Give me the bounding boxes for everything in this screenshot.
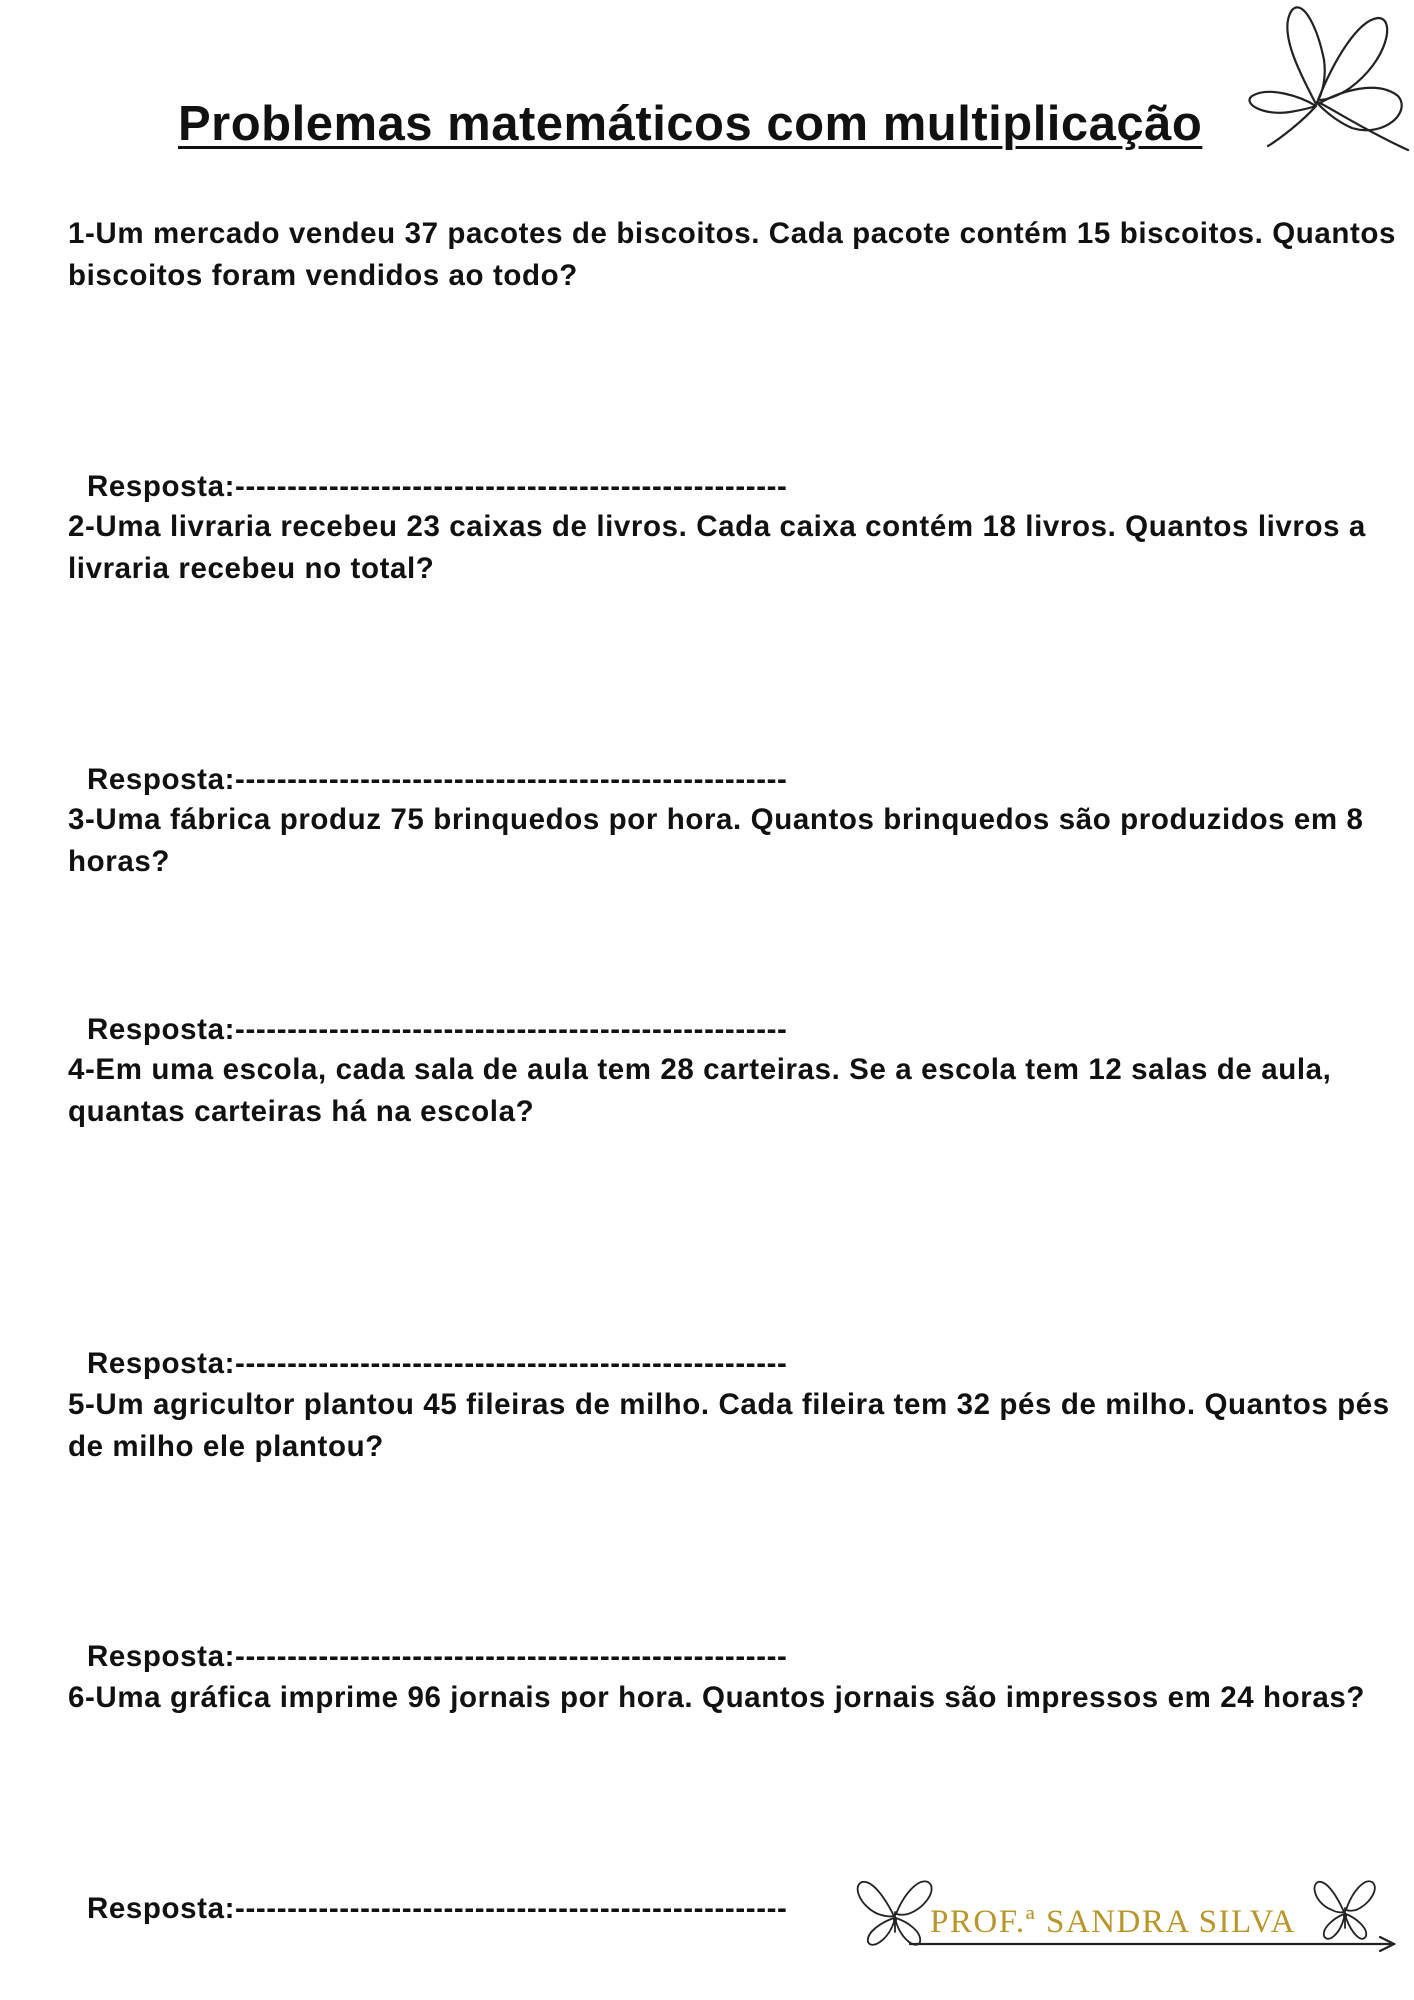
answer-line-3: Resposta:----------------------------------------------------- [87,1013,788,1046]
answer-line-2: Resposta:----------------------------------------------------- [87,763,788,796]
question-5: 5-Um agricultor plantou 45 fileiras de milho. Cada fileira tem 32 pés de milho. Quantos pés de milho ele plantou? [68,1388,1390,1463]
butterfly-outline-icon [1306,1870,1384,1948]
answer-line-6: Resposta:----------------------------------------------------- [87,1892,788,1925]
question-6: 6-Uma gráfica imprime 96 jornais por hora. Quantos jornais são impressos em 24 horas? [68,1681,1365,1714]
answer-line-4: Resposta:----------------------------------------------------- [87,1347,788,1380]
question-1: 1-Um mercado vendeu 37 pacotes de biscoitos. Cada pacote contém 15 biscoitos. Quantos biscoitos foram vendidos ao todo? [68,217,1397,292]
question-2: 2-Uma livraria recebeu 23 caixas de livros. Cada caixa contém 18 livros. Quantos livros a livraria recebeu no total? [68,510,1366,585]
question-3: 3-Uma fábrica produz 75 brinquedos por hora. Quantos brinquedos são produzidos em 8 horas? [68,803,1364,878]
author-brand-text: PROF.ª SANDRA SILVA [930,1904,1297,1940]
author-footer [848,1870,1388,1954]
question-4: 4-Em uma escola, cada sala de aula tem 28 carteiras. Se a escola tem 12 salas de aula, quantas carteiras há na escola? [68,1053,1332,1128]
answer-line-5: Resposta:----------------------------------------------------- [87,1640,788,1673]
page-title: Problemas matemáticos com multiplicação [178,97,1203,151]
answer-line-1: Resposta:----------------------------------------------------- [87,470,788,503]
